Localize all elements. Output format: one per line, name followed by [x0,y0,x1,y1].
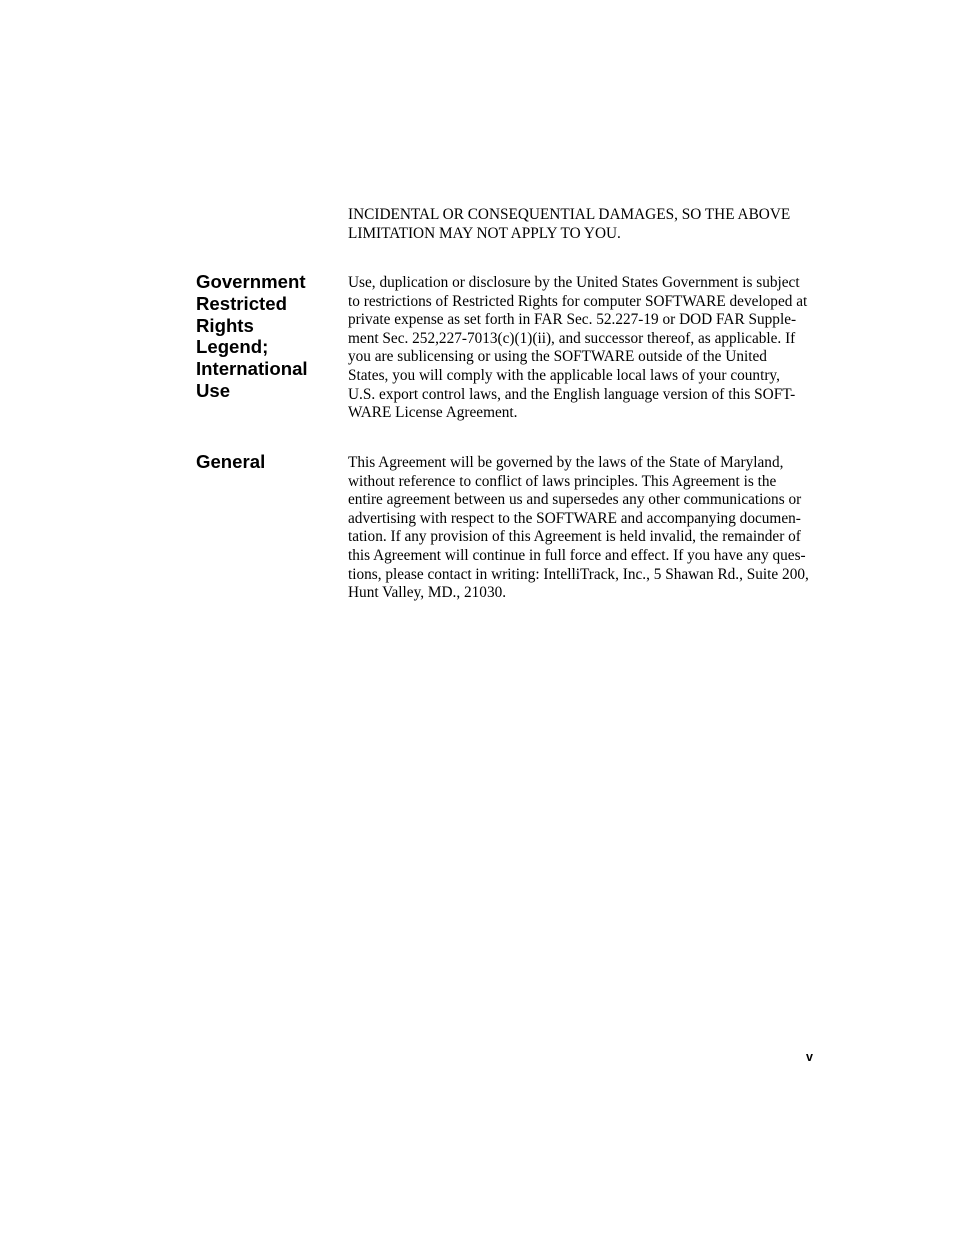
heading-line: International [196,358,308,380]
paragraph-line: Use, duplication or disclosure by the United States Government is subject [348,274,800,291]
section-heading-government-restricted-rights [196,271,308,402]
heading-line: Rights [196,314,254,336]
paragraph-line: this Agreement will continue in full force and effect. If you have any ques- [348,546,806,564]
section-body-government-restricted-rights [348,274,807,423]
paragraph-line: you are sublicensing or using the SOFTWARE outside of the United [348,348,767,366]
paragraph-line: This Agreement will be governed by the laws of the State of Maryland, [348,454,784,471]
heading-line: Restricted [196,292,287,314]
paragraph-line: INCIDENTAL OR CONSEQUENTIAL DAMAGES, SO THE ABOVE [348,206,791,223]
section-heading-general [196,451,265,473]
heading-line: Government [196,271,306,292]
paragraph-line: WARE License Agreement. [348,404,518,422]
paragraph-line: tions, please contact in writing: IntelliTrack, Inc., 5 Shawan Rd., Suite 200, [348,565,809,583]
paragraph-line: ment Sec. 252,227-7013(c)(1)(ii), and successor thereof, as applicable. If [348,329,796,347]
heading-line: General [196,451,266,472]
section-body-general [348,454,809,603]
continued-paragraph [348,206,790,243]
paragraph-line: private expense as set forth in FAR Sec. 52.227-19 or DOD FAR Supple- [348,311,797,329]
heading-line: Use [196,379,231,401]
paragraph-line: without reference to conflict of laws principles. This Agreement is the [348,472,777,490]
paragraph-line: LIMITATION MAY NOT APPLY TO YOU. [348,224,621,242]
paragraph-line: States, you will comply with the applicable local laws of your country, [348,366,780,384]
paragraph-line: to restrictions of Restricted Rights for computer SOFTWARE developed at [348,292,808,310]
paragraph-line: U.S. export control laws, and the English language version of this SOFT- [348,385,796,403]
page-number: v [806,1050,813,1064]
paragraph-line: advertising with respect to the SOFTWARE and accompanying documen- [348,509,801,527]
paragraph-line: Hunt Valley, MD., 21030. [348,584,507,602]
paragraph-line: tation. If any provision of this Agreement is held invalid, the remainder of [348,528,801,546]
heading-line: Legend; [196,336,269,358]
paragraph-line: entire agreement between us and supersedes any other communications or [348,491,802,509]
